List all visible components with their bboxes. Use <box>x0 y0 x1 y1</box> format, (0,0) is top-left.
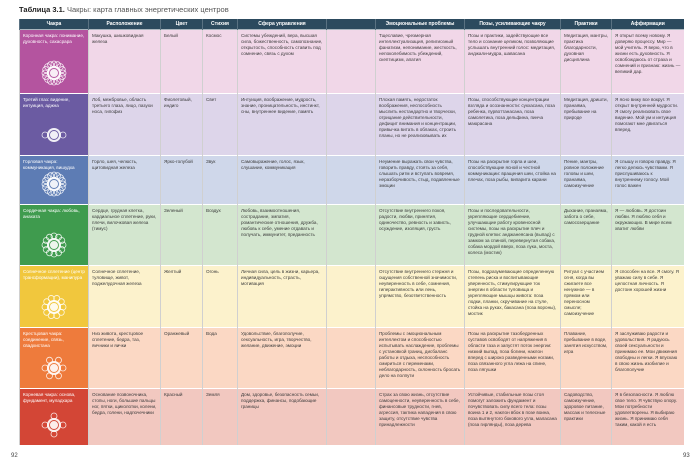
chakra-table <box>19 19 684 445</box>
practices-cell: Медитация, мантры, практика благодарности, духовная дисциплина <box>561 30 612 94</box>
table-row <box>20 156 684 205</box>
header-color: Цвет <box>161 19 203 30</box>
location-cell: Низ живота, крестцовое сплетение, бедра, таз, яичники и яички <box>89 328 161 389</box>
chakra-name: Третий глаз: видение, интуиция, аджна <box>23 97 70 108</box>
affirmations-cell: Я слышу и говорю правду. Я легко делюсь чувствами. Я прислушиваюсь к внутреннему голосу. Мой голос важен <box>612 156 684 205</box>
poses-cell: Позы на раскрытие тазобедренных суставов освободят от напряжения в области таза и запустят поток энергии: низкий выпад, поза богини, наклон вперед с широко разведенными ногами, поза связанного угла лежа на спине, поза лягушки <box>465 328 561 389</box>
solar-plexus-icon <box>41 294 67 322</box>
affirmations-cell: Я — любовь. Я достоин любви. Я люблю себя и окружающих. В мире всем хватит любви <box>612 205 684 266</box>
root-chakra-icon <box>41 412 67 440</box>
affirmations-cell: Я ясно вижу все вокруг. Я открыт внутренней мудрости. Я смогу реализовать свое видение. Мой ум и интуиция помогают мне двигаться вперед. <box>612 94 684 156</box>
om-lotus-icon <box>41 60 67 88</box>
poses-cell: Позы и последовательности, укрепляющие сердцебиение, улучшающие работу кровеносной системы, позы на раскрытие плеч и грудной клетки: анджанеясана (выпад) с замком за спиной, перевернутая собака, собака мордой вверх, поза лука, моста, колеса (мостик) <box>465 205 561 266</box>
gutter-cell <box>327 328 376 389</box>
color-cell: Зеленый <box>161 205 203 266</box>
sphere-cell: Дом, здоровье, безопасность семьи, поддержка, финансы, подобающие границы <box>238 389 327 445</box>
affirmations-cell: Я заслуживаю радости и удовольствия. Я радуюсь своей сексуальности и принимаю ее. Мои движения свободны и легки. Я впускаю в свою жизнь изобилие и благополучие <box>612 328 684 389</box>
location-cell: Основание позвоночника, стопы, ноги, большие пальцы ног, пятки, щиколотки, колени, бедра, голени, надпочечники <box>89 389 161 445</box>
chakra-cell <box>20 389 89 445</box>
header-poses: Позы, усиливающие чакру <box>465 19 561 30</box>
emotional-cell: Отсутствие внутреннего стержня и ощущения собственной значимости, неуверенность в себе, сомнения, гиперактивность или лень, упрямство, безответственность <box>376 266 465 328</box>
element-cell: Свет <box>203 94 238 156</box>
sphere-cell: Интуиция, воображение, мудрость, знание, проницательность, инстинкт, сны, внутреннее видение, память <box>238 94 327 156</box>
table-row <box>20 266 684 328</box>
page-number-left: 92 <box>11 453 18 459</box>
header-chakra: Чакра <box>20 19 89 30</box>
sphere-cell: Удовольствие, благополучие, сексуальность, игра, творчество, желание, движение, эмоции <box>238 328 327 389</box>
color-cell: Оранжевый <box>161 328 203 389</box>
sphere-cell: Любовь, взаимоотношения, сострадание, эмпатия, романтические отношения, дружба, любовь к себе, умение отдавать и получать, иммунитет, преданность <box>238 205 327 266</box>
practices-cell: Дыхание, пранаяма, забота о себе, самосозерцание <box>561 205 612 266</box>
page-number-right: 93 <box>683 453 690 459</box>
color-cell: Красный <box>161 389 203 445</box>
table-row <box>20 94 684 156</box>
chakra-name: Солнечное сплетение (центр трансформации), манипура <box>23 269 85 280</box>
chakra-name: Сердечная чакра: любовь, анахата <box>23 208 80 219</box>
element-cell: Земля <box>203 389 238 445</box>
color-cell: Фиолетовый, индиго <box>161 94 203 156</box>
emotional-cell: Неумение выражать свои чувства, говорить правду, стоять за себя, слышать ритм и вступать вовремя, неразборчивость, стыд, подавленные эмоции <box>376 156 465 205</box>
header-location: Расположение <box>89 19 161 30</box>
element-cell: Воздух <box>203 205 238 266</box>
poses-cell: Позы и практики, задействующие все тело и сознание целиком, позволяющие услышать внутренний голос: медитация, анджали-мудра, шавасана <box>465 30 561 94</box>
poses-cell: Позы, подразумевающие определенную степень риска и воспитывающие уверенность, стимулирующие ток энергии в области туловища и укрепляющие мышцы живота: поза лодки, планки, скручивание на стуле, стойка на руках, бакасана (поза вороны), мостик <box>465 266 561 328</box>
header-sphere: Сфера управления <box>238 19 327 30</box>
chakra-cell <box>20 266 89 328</box>
color-cell: Ярко-голубой <box>161 156 203 205</box>
chakra-name: Корневая чакра: основа, фундамент, муладхара <box>23 392 76 403</box>
gutter-cell <box>327 205 376 266</box>
chakra-name: Крестцовая чакра: соединение, связь, свадхистана <box>23 331 64 348</box>
location-cell: Сердце, грудная клетка, кардиальное сплетение, руки, плечи, вилочковая железа (тимус) <box>89 205 161 266</box>
sphere-cell: Самовыражение, голос, язык, слушание, коммуникация <box>238 156 327 205</box>
sphere-cell: Системы убеждений, вера, высшая сила, божественность, самопознание, открытость, способность ставить под сомнение, связь с духом <box>238 30 327 94</box>
location-cell: Горло, шея, челюсть, щитовидная железа <box>89 156 161 205</box>
table-header-row <box>20 19 684 30</box>
header-affirmations: Аффирмации <box>612 19 684 30</box>
sacral-chakra-icon <box>41 355 67 383</box>
poses-cell: Позы на раскрытие горла и шеи, способствующие ясной и честной коммуникации: вращения шеи, стойка на плечах, поза рыбы, випарита карани <box>465 156 561 205</box>
emotional-cell: Страх за свою жизнь, отсутствие самоценности, неуверенность в себе, финансовые трудности, гнев, агрессия, тактика нападения в свою защиту, отсутствие чувства принадлежности <box>376 389 465 445</box>
emotional-cell: Проблемы с эмоциональным интеллектом и способностью испытывать наслаждение, проблемы с установкой границ, дисбаланс работы и отдыха, неспособность смириться с переменами, неблагодарность, склонность бросать дело на полпути <box>376 328 465 389</box>
heart-chakra-icon <box>41 232 67 260</box>
table-row <box>20 389 684 445</box>
color-cell: Белый <box>161 30 203 94</box>
table-title <box>19 5 229 14</box>
table-row <box>20 30 684 94</box>
chakra-cell <box>20 205 89 266</box>
practices-cell: Ритуал с участием огня, когда вы сжигаете все ненужное — в прямом или переносном смысле; самоизучение <box>561 266 612 328</box>
sphere-cell: Личная сила, цель в жизни, карьера, индивидуальность, страсть, мотивация <box>238 266 327 328</box>
affirmations-cell: Я в безопасности. Я люблю свое тело. Я чувствую опору. Мои потребности удовлетворены. Я выбираю жизнь. Я принимаю себя таким, какой я есть <box>612 389 684 445</box>
element-cell: Звук <box>203 156 238 205</box>
header-emotional: Эмоциональные проблемы <box>376 19 465 30</box>
affirmations-cell: Я открыт всему новому. Я доверяю процессу. Мир — мой учитель. Я верю, что в жизни есть духовность. Я освобождаюсь от страха и сомнений и признаю: жизнь — великий дар. <box>612 30 684 94</box>
header-gutter <box>327 19 376 30</box>
emotional-cell: Отсутствие внутреннего покоя, радости, любви, принятия, одиночество, ревность и зависть, осуждение, изоляция, грусть <box>376 205 465 266</box>
gutter-cell <box>327 30 376 94</box>
affirmations-cell: Я способен на все. Я смогу. Я уважаю силу в себе. Я целостная личность. Я достоин хорошей жизни <box>612 266 684 328</box>
practices-cell: Плавание, пребывание в воде, занятия искусством, игра <box>561 328 612 389</box>
practices-cell: Садоводство, самоизучение, здоровое питание, массаж и телесные практики <box>561 389 612 445</box>
element-cell: Огонь <box>203 266 238 328</box>
location-cell: Лоб, межбровье, область третьего глаза, лицо, пазухи носа, гипофиз <box>89 94 161 156</box>
chakra-name: Горловая чакра: коммуникация, вишудха <box>23 159 75 170</box>
table-number: Таблица 3.1. <box>19 5 65 14</box>
location-cell: Солнечное сплетение, туловище, живот, поджелудочная железа <box>89 266 161 328</box>
chakra-name: Коронная чакра: понимание, духовность, сахасрара <box>23 33 85 44</box>
chakra-cell <box>20 156 89 205</box>
gutter-cell <box>327 94 376 156</box>
element-cell: Космос <box>203 30 238 94</box>
element-cell: Вода <box>203 328 238 389</box>
header-element: Стихия <box>203 19 238 30</box>
table-caption: Чакры: карта главных энергетических центров <box>66 5 229 14</box>
location-cell: Макушка, шишковидная железа <box>89 30 161 94</box>
header-practices: Практики <box>561 19 612 30</box>
chakra-cell <box>20 30 89 94</box>
color-cell: Желтый <box>161 266 203 328</box>
poses-cell: Позы, способствующие концентрации взгляда и осознанности: сукхасана, поза ребенка, пурвоттанасана, поза самолетика, поза дельфина, пинча маюрасана <box>465 94 561 156</box>
gutter-cell <box>327 156 376 205</box>
emotional-cell: Плохая память, недостаток воображения, неспособность мыслить нестандартно и творчески, отрицание действительности, дефицит внимания и концентрации, привычка витать в облаках, строить планы, но не реализовывать их <box>376 94 465 156</box>
chakra-cell <box>20 94 89 156</box>
gutter-cell <box>327 389 376 445</box>
table-row <box>20 328 684 389</box>
gutter-cell <box>327 266 376 328</box>
practices-cell: Пение, мантры, ровное положение головы и шеи, пранаяма, самоизучение <box>561 156 612 205</box>
poses-cell: Устойчивые, стабильные позы стоя помогут заложить фундамент и почувствовать силу всего тела: позы воина 1 и 2, наклон вбок в позе воина, поза вытянутого бокового угла, маласана (поза гирлянды), поза дерева <box>465 389 561 445</box>
practices-cell: Медитация, дришти, пранаяма, пребывание на природе <box>561 94 612 156</box>
third-eye-icon <box>41 122 67 150</box>
chakra-cell <box>20 328 89 389</box>
emotional-cell: Тщеславие, чрезмерная интеллектуализация, религиозный фанатизм, непонимание, жесткость, непоколебимость убеждений, скептицизм, апатия <box>376 30 465 94</box>
throat-chakra-icon <box>41 171 67 199</box>
table-row <box>20 205 684 266</box>
